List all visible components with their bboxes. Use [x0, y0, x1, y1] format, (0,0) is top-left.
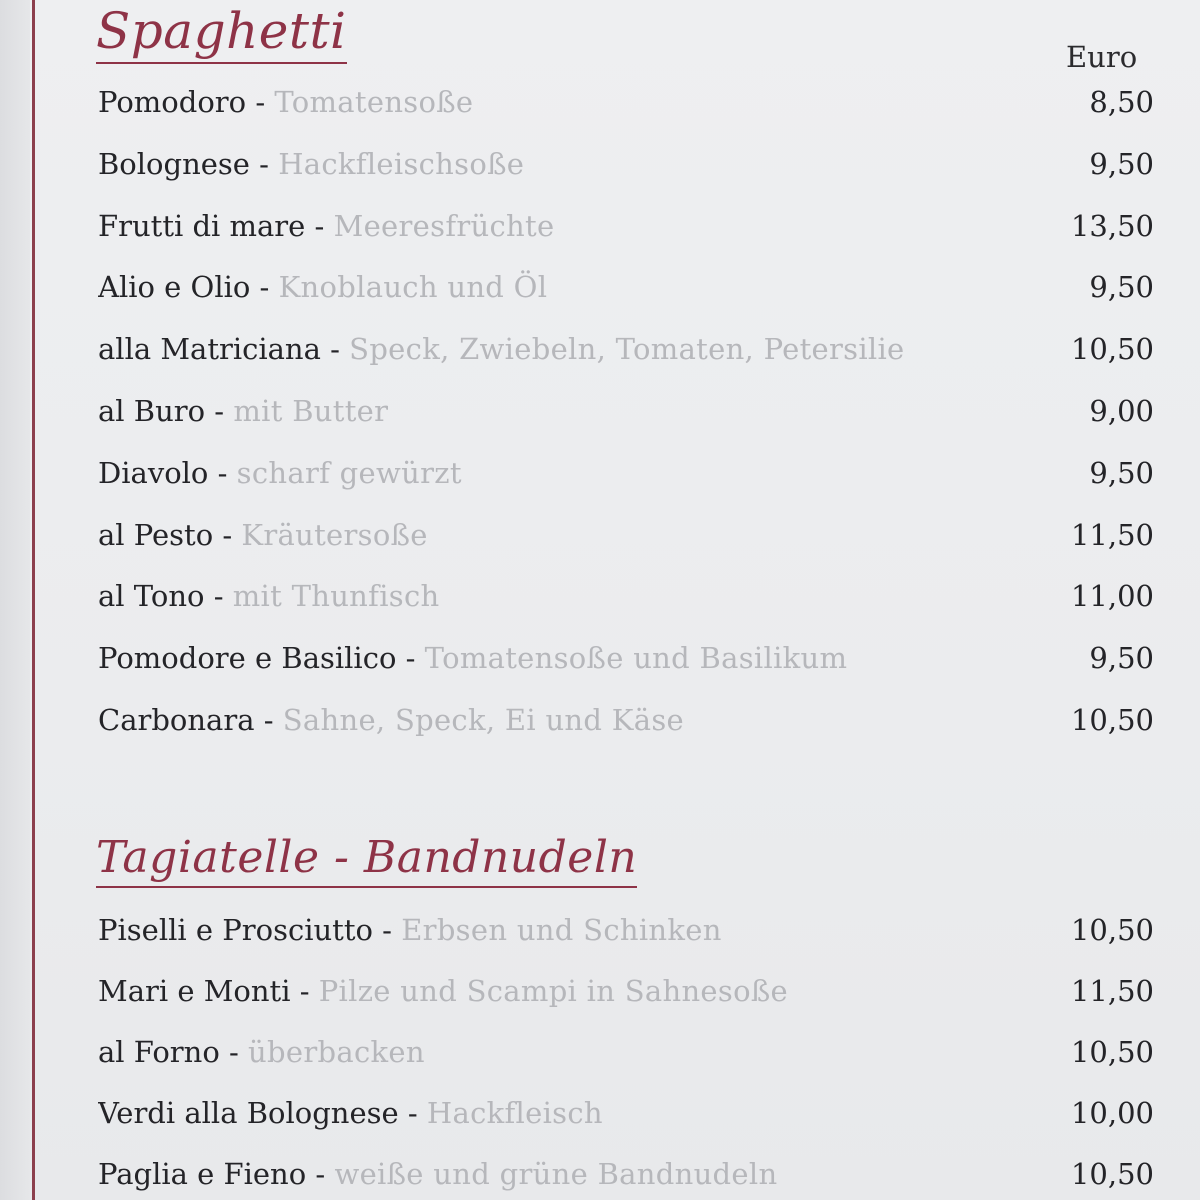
dish-price: 11,50 [1070, 517, 1154, 552]
dish-price: 10,50 [1070, 1157, 1154, 1191]
dish-separator: - [208, 455, 237, 490]
dish-name: al Forno [98, 1035, 220, 1069]
menu-item [98, 636, 1168, 680]
dish-name: Carbonara [98, 703, 255, 737]
dish-separator: - [249, 146, 279, 181]
currency-label: Euro [1066, 40, 1138, 74]
menu-item-text [98, 80, 1038, 124]
dish-name: Pomodore e Basilico [98, 641, 397, 676]
menu-item-text [98, 389, 1038, 433]
dish-description: Kräutersoße [241, 517, 428, 552]
dish-price: 10,50 [1070, 332, 1154, 367]
menu-item-text [98, 1091, 1038, 1135]
dish-price: 11,00 [1070, 579, 1154, 614]
menu-item-text [98, 1030, 1038, 1074]
dish-description: weiße und grüne Bandnudeln [334, 1157, 778, 1191]
menu-item [98, 969, 1168, 1013]
dish-name: al Tono [98, 579, 205, 614]
dish-price: 10,50 [1070, 913, 1154, 947]
menu-item [98, 908, 1168, 952]
dish-name: Mari e Monti [98, 974, 291, 1008]
dish-price: 9,50 [1089, 270, 1154, 305]
dish-description: Hackfleischsoße [278, 146, 525, 181]
menu-item [98, 1030, 1168, 1074]
menu-item-text [98, 451, 1038, 495]
dish-description: Hackfleisch [426, 1096, 603, 1130]
dish-separator: - [290, 974, 319, 1008]
dish-description: überbacken [248, 1035, 425, 1069]
dish-separator: - [205, 394, 234, 428]
dish-price: 9,50 [1089, 146, 1154, 181]
dish-description: Tomatensoße und Basilikum [424, 641, 848, 676]
menu-item [98, 513, 1168, 557]
menu-item-text [98, 327, 1038, 371]
dish-separator: - [219, 1035, 249, 1069]
menu-item [98, 80, 1168, 124]
dish-name: Paglia e Fieno [98, 1157, 307, 1191]
section-title-tagiatelle: Tagiatelle - Bandnudeln [96, 836, 637, 888]
menu-item [98, 698, 1168, 742]
menu-item-text [98, 265, 1038, 309]
menu-item-text [98, 969, 1038, 1013]
dish-separator: - [250, 270, 279, 305]
dish-price: 11,50 [1070, 974, 1154, 1008]
menu-item-text [98, 204, 1038, 248]
menu-item-text [98, 574, 1038, 618]
dish-price: 9,50 [1089, 455, 1154, 490]
dish-separator: - [396, 641, 425, 676]
dish-price: 10,00 [1070, 1096, 1154, 1130]
dish-price: 13,50 [1070, 208, 1154, 243]
menu-item [98, 327, 1168, 371]
dish-description: Speck, Zwiebeln, Tomaten, Petersilie [349, 332, 905, 367]
dish-description: Pilze und Scampi in Sahnesoße [318, 974, 788, 1008]
dish-separator: - [372, 913, 402, 947]
dish-name: al Pesto [98, 517, 214, 552]
dish-separator: - [254, 703, 283, 737]
menu-item [98, 574, 1168, 618]
menu-item [98, 204, 1168, 248]
menu-item [98, 389, 1168, 433]
dish-price: 9,00 [1089, 394, 1154, 428]
menu-item [98, 1091, 1168, 1135]
page-edge [0, 0, 30, 1200]
dish-separator: - [204, 579, 233, 614]
dish-price: 10,50 [1070, 703, 1154, 737]
dish-description: scharf gewürzt [236, 455, 462, 490]
dish-separator: - [213, 517, 242, 552]
menu-item [98, 451, 1168, 495]
dish-description: Sahne, Speck, Ei und Käse [282, 703, 684, 737]
dish-separator: - [398, 1096, 427, 1130]
dish-description: mit Butter [233, 394, 389, 428]
dish-name: Piselli e Prosciutto [98, 913, 373, 947]
dish-description: Meeresfrüchte [333, 208, 555, 243]
dish-description: Knoblauch und Öl [278, 270, 548, 305]
dish-name: Frutti di mare [98, 208, 306, 243]
menu-item-text [98, 908, 1038, 952]
menu-item-text [98, 513, 1038, 557]
menu-item-text [98, 636, 1038, 680]
dish-description: Erbsen und Schinken [401, 913, 722, 947]
dish-separator: - [305, 208, 334, 243]
menu-item [98, 265, 1168, 309]
dish-price: 8,50 [1089, 85, 1154, 119]
dish-name: al Buro [98, 394, 206, 428]
menu-item-text [98, 1152, 1038, 1196]
menu-item-text [98, 142, 1038, 186]
dish-name: Verdi alla Bolognese [98, 1096, 399, 1130]
dish-description: Tomatensoße [274, 85, 474, 119]
dish-price: 10,50 [1070, 1035, 1154, 1069]
dish-name: Pomodoro [98, 85, 247, 119]
dish-price: 9,50 [1089, 641, 1154, 676]
dish-separator: - [246, 85, 275, 119]
dish-separator: - [306, 1157, 335, 1191]
dish-separator: - [320, 332, 350, 367]
dish-name: Diavolo [98, 455, 209, 490]
dish-description: mit Thunfisch [232, 579, 440, 614]
section-title-spaghetti: Spaghetti [96, 6, 347, 64]
margin-rule [32, 0, 35, 1200]
dish-name: Bolognese [98, 146, 250, 181]
menu-item-text [98, 698, 1038, 742]
menu-item [98, 1152, 1168, 1196]
dish-name: Alio e Olio [98, 270, 251, 305]
dish-name: alla Matriciana [98, 332, 321, 367]
menu-item [98, 142, 1168, 186]
